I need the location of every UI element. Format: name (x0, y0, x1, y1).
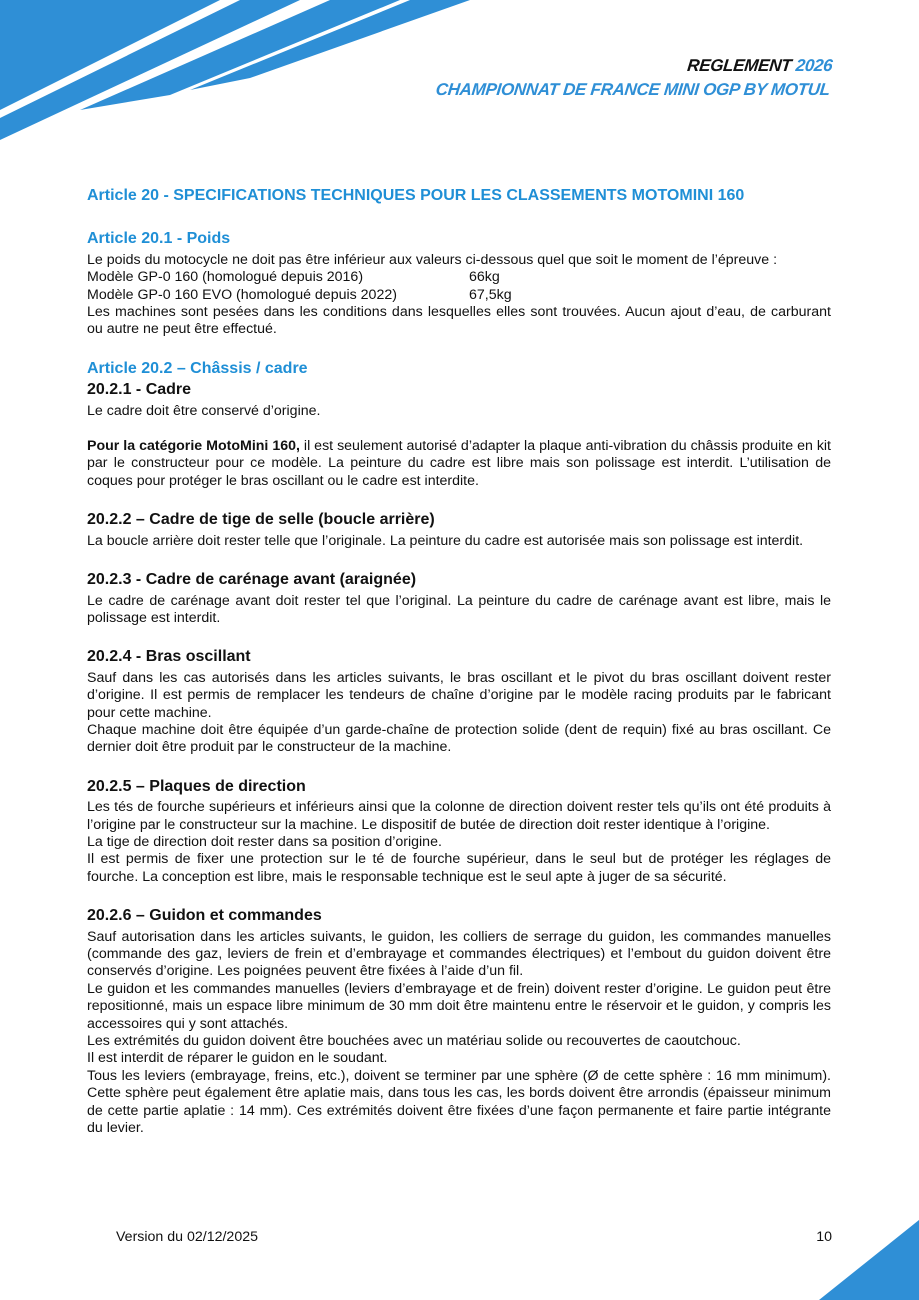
weight-value: 66kg (469, 269, 500, 286)
section-20-2-2-title: 20.2.2 – Cadre de tige de selle (boucle arrière) (87, 511, 435, 529)
section-20-2-5-p1: Les tés de fourche supérieurs et inférieurs ainsi que la colonne de direction doivent rester tels qu’ils ont été produits à l’origine par le constructeur sur la machine. Le dispositif de butée de direction doit rester identique à l’origine. (87, 799, 831, 833)
weight-row (87, 287, 831, 304)
document-header (435, 56, 834, 100)
section-20-2-4-p1: Sauf dans les cas autorisés dans les articles suivants, le bras oscillant et le pivot du bras oscillant doivent rester d’origine. Il est permis de remplacer les tendeurs de chaîne d’origine par le modèle racing produits par le fabricant pour cette machine. (87, 669, 831, 721)
section-20-2-1-p2-text: il est seulement autorisé d’adapter la plaque anti-vibration du châssis produite en kit par le constructeur pour ce modèle. La peinture du cadre est libre mais son polissage est interdit. L’utilisation de coques pour protéger le bras oscillant ou le cadre est interdite. (87, 438, 832, 489)
header-stripes-graphic (0, 0, 480, 150)
section-20-2-1-p1: Le cadre doit être conservé d’origine. (87, 402, 321, 419)
section-20-2-5-title: 20.2.5 – Plaques de direction (87, 777, 306, 795)
section-20-2-3-title: 20.2.3 - Cadre de carénage avant (araignée) (87, 571, 417, 589)
section-20-2-6-p5: Tous les leviers (embrayage, freins, etc.), doivent se terminer par une sphère (Ø de cette sphère : 16 mm minimum). Cette sphère peut également être aplatie mais, dans tous les cas, les bords doivent être arrondis (épaisseur minimum de cette partie aplatie : 14 mm). Ces extrémités doivent être fixées d’une façon permanente et faire partie intégrante du levier. (87, 1067, 831, 1137)
weight-model-label: Modèle GP-0 160 (homologué depuis 2016) (87, 269, 364, 286)
section-20-1-intro: Le poids du motocycle ne doit pas être inférieur aux valeurs ci-dessous quel que soit le moment de l’épreuve : (87, 251, 778, 268)
section-20-2-6-title: 20.2.6 – Guidon et commandes (87, 907, 322, 925)
section-20-2-2-p1: La boucle arrière doit rester telle que l’originale. La peinture du cadre est autorisée mais son polissage est interdit. (87, 532, 804, 549)
header-title (437, 56, 833, 76)
section-20-2-4-p2: Chaque machine doit être équipée d’un garde-chaîne de protection solide (dent de requin) fixé au bras oscillant. Ce dernier doit être produit par le constructeur de la machine. (87, 721, 831, 756)
section-20-2-5-p3: Il est permis de fixer une protection sur le té de fourche supérieur, dans le seul but de protéger les réglages de fourche. La conception est libre, mais le responsable technique est le seul apte à juger de sa sécurité. (87, 851, 831, 885)
section-20-2-1-title: 20.2.1 - Cadre (87, 381, 192, 399)
section-20-2-6-p3: Les extrémités du guidon doivent être bouchées avec un matériau solide ou recouvertes de caoutchouc. (87, 1033, 741, 1050)
footer-triangle-graphic (819, 1220, 919, 1300)
section-20-1-note: Les machines sont pesées dans les conditions dans lesquelles elles sont trouvées. Aucun ajout d’eau, de carburant ou autre ne peut être effectué. (87, 304, 831, 338)
motomini-category-label: Pour la catégorie MotoMini 160, (87, 438, 300, 455)
section-20-2-6-p1: Sauf autorisation dans les articles suivants, le guidon, les colliers de serrage du guidon, les commandes manuelles (commande des gaz, leviers de frein et d’embrayage et commandes électriques) et l’embout du guidon doivent être conservés d’origine. Les poignées peuvent être fixées à l’aide d’un fil. (87, 928, 831, 980)
page-content (87, 187, 831, 1137)
version-date: Version du 02/12/2025 (116, 1229, 258, 1245)
section-20-2-1-p2 (87, 438, 831, 490)
weight-row (87, 269, 831, 286)
page-number: 10 (816, 1229, 832, 1245)
header-title-word: REGLEMENT (686, 56, 793, 75)
section-20-2-6-p4: Il est interdit de réparer le guidon en le soudant. (87, 1050, 388, 1067)
section-20-2-6-p2: Le guidon et les commandes manuelles (leviers d’embrayage et de frein) doivent rester d’origine. Le guidon peut être repositionné, mais un espace libre minimum de 30 mm doit être maintenu entre le réservoir et le guidon, y compris les accessoires qui y sont attachés. (87, 980, 831, 1032)
header-title-year: 2026 (794, 56, 834, 75)
weight-model-label: Modèle GP-0 160 EVO (homologué depuis 2022) (87, 286, 397, 303)
page-footer (116, 1229, 832, 1245)
section-20-2-5-p2: La tige de direction doit rester dans sa position d’origine. (87, 833, 442, 850)
section-20-2-title: Article 20.2 – Châssis / cadre (87, 359, 308, 377)
weight-value: 67,5kg (469, 286, 512, 303)
article-title: Article 20 - SPECIFICATIONS TECHNIQUES POUR LES CLASSEMENTS MOTOMINI 160 (87, 187, 745, 204)
section-20-1-title: Article 20.1 - Poids (87, 230, 231, 248)
section-20-2-4-title: 20.2.4 - Bras oscillant (87, 648, 251, 666)
header-subtitle: CHAMPIONNAT DE FRANCE MINI OGP BY MOTUL (434, 80, 831, 99)
section-20-2-3-p1: Le cadre de carénage avant doit rester tel que l’original. La peinture du cadre de carénage avant est libre, mais le polissage est interdit. (87, 592, 831, 626)
